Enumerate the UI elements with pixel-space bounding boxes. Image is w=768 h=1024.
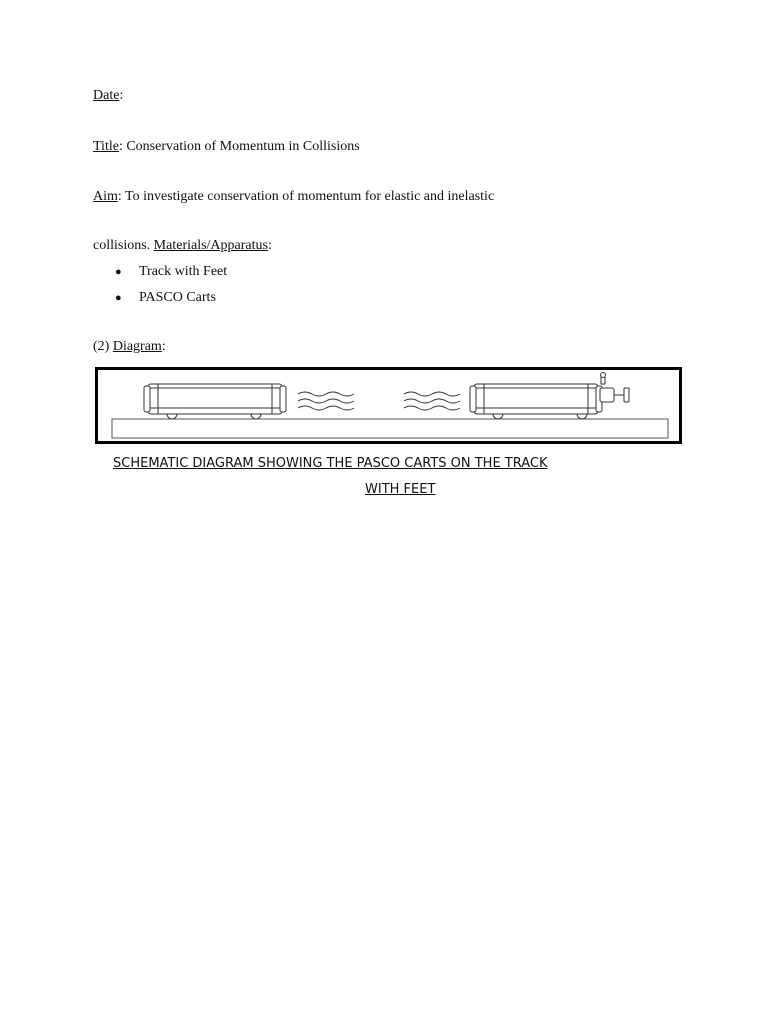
aim-continuation-line	[93, 237, 272, 255]
diagram-caption: SCHEMATIC DIAGRAM SHOWING THE PASCO CARTS ON THE TRACK	[113, 456, 548, 471]
diagram-suffix: :	[161, 339, 166, 354]
materials-item: PASCO Carts	[139, 290, 216, 305]
date-line	[93, 87, 123, 105]
motion-lines-icon	[298, 392, 354, 410]
title-line	[93, 138, 360, 156]
title-text: : Conservation of Momentum in Collisions	[118, 139, 360, 154]
materials-item: Track with Feet	[139, 264, 228, 279]
materials-suffix: :	[267, 238, 272, 253]
aim-line	[93, 188, 494, 206]
diagram-caption-line2	[365, 481, 435, 499]
motion-lines-icon	[404, 392, 460, 410]
materials-label: Materials/Apparatus	[153, 238, 268, 253]
bullet-icon: ●	[115, 266, 122, 278]
date-suffix: :	[119, 88, 124, 103]
caption-word-feet: FEET	[403, 482, 436, 497]
track	[112, 419, 668, 438]
caption-word-with: WITH	[365, 482, 400, 497]
aim-label: Aim	[93, 189, 118, 204]
aim-continuation: collisions.	[93, 238, 154, 253]
aim-text: : To investigate conservation of momentum for elastic and inelastic	[117, 189, 495, 204]
plunger-icon	[600, 373, 629, 403]
date-label: Date	[93, 88, 120, 103]
diagram-prefix: (2)	[93, 339, 113, 354]
pasco-carts-diagram	[95, 367, 682, 444]
cart-icon	[144, 384, 286, 419]
title-label: Title	[93, 139, 119, 154]
cart-icon	[470, 384, 602, 419]
bullet-icon: ●	[115, 292, 122, 304]
diagram-label: Diagram	[112, 339, 162, 354]
diagram-heading	[93, 338, 166, 356]
